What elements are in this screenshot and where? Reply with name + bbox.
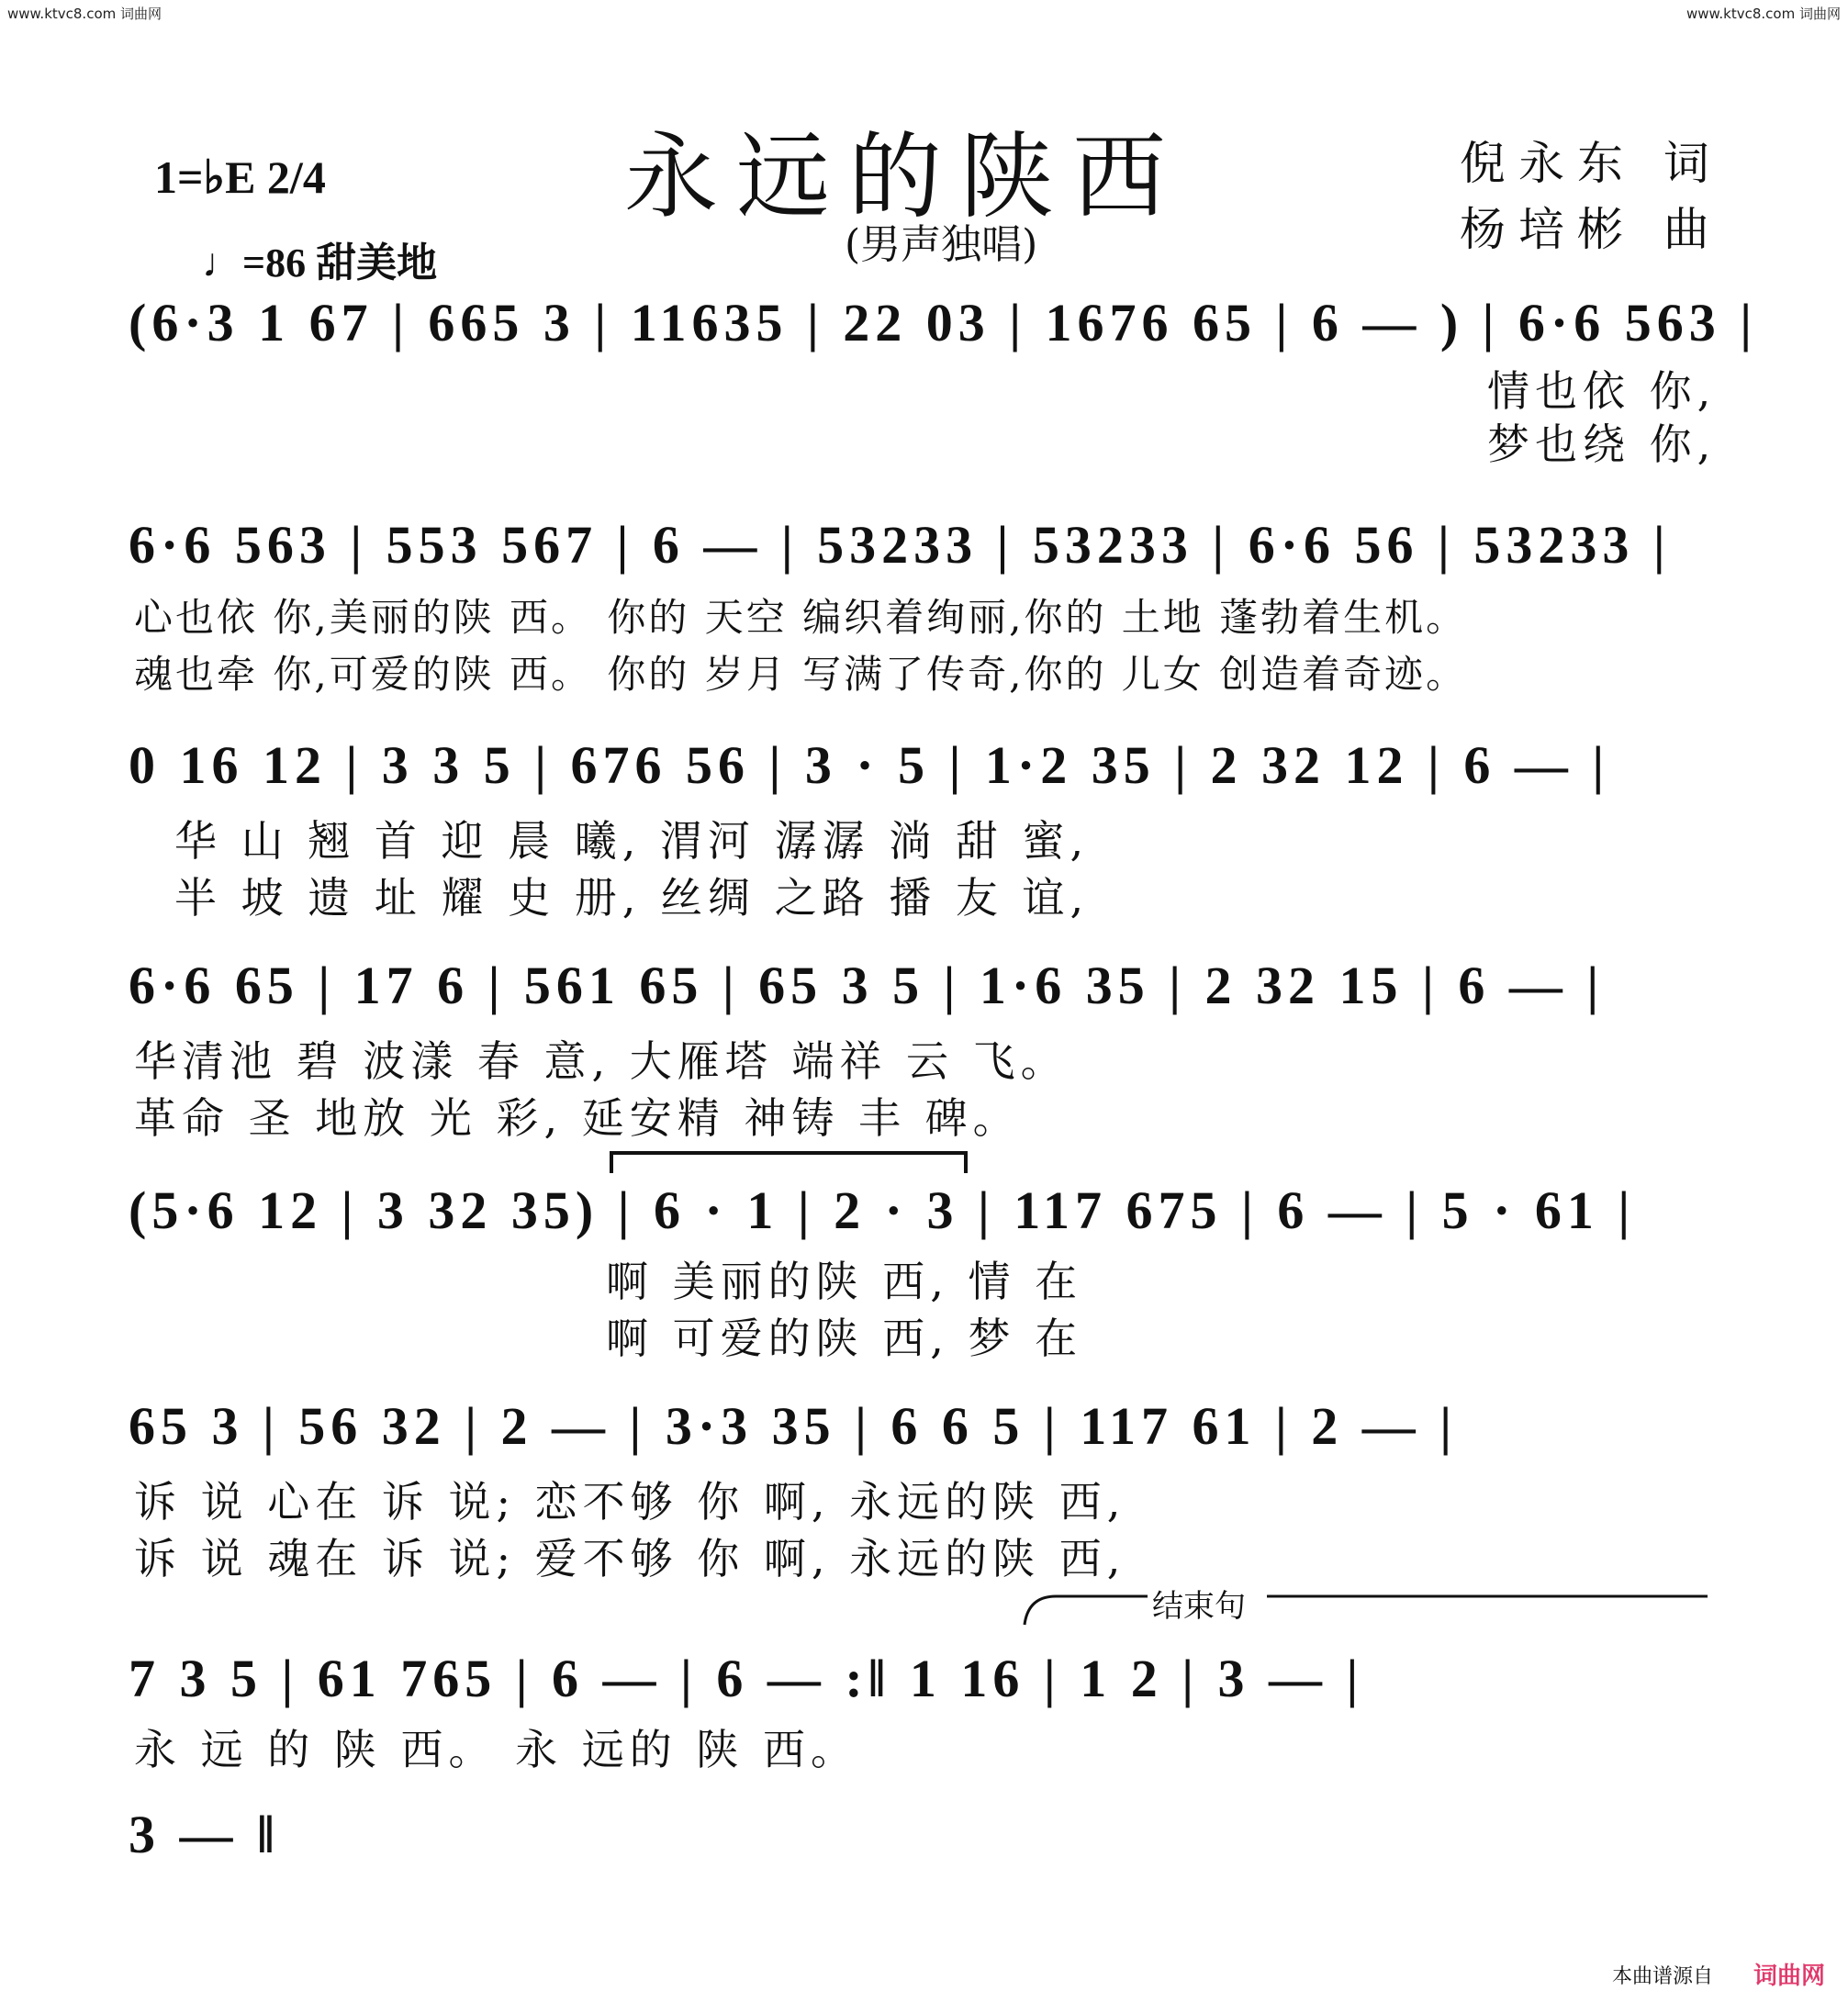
footer-logo[interactable]: 词曲网 [1753,1963,1826,1990]
key-signature: 1=♭E 2/4 [154,151,326,203]
notation-row-5: (5·6 12 | 3 32 35) | 6 · 1 | 2 · 3 | 117 675 | 6 — | 5 · 61 | [129,1180,1636,1240]
lyricist-credit: 倪永东 词 [1460,137,1722,190]
song-title: 永远的陕西 [624,123,1184,232]
lyric-row-2-verse-1: 心也依 你,美丽的陕 西。 你的 天空 编织着绚丽,你的 土地 蓬勃着生机。 [134,595,1468,640]
notation-row-7: 7 3 5 | 61 765 | 6 — | 6 — :‖ 1 16 | 1 2 | 3 — | [129,1649,1364,1708]
lyric-row-1-verse-1: 情也依 你, [1487,366,1717,416]
song-subtitle: (男声独唱) [845,221,1038,268]
notation-row-6: 65 3 | 56 32 | 2 — | 3·3 35 | 6 6 5 | 117 61 | 2 — | [129,1396,1458,1456]
slur-row-5 [606,1146,973,1182]
lyric-row-4-verse-1: 华清池 碧 波漾 春 意, 大雁塔 端祥 云 飞。 [134,1036,1069,1086]
lyric-row-1-verse-2: 梦也绕 你, [1487,419,1717,469]
tempo-marking: ♩=86 甜美地 [202,240,438,285]
lyric-row-6-verse-2: 诉 说 魂在 诉 说; 爱不够 你 啊, 永远的陕 西, [134,1534,1126,1583]
notation-row-1: (6·3 1 67 | 665 3 | 11635 | 22 03 | 1676 65 | 6 — ) | 6·6 563 | [129,293,1758,352]
notation-row-4: 6·6 65 | 17 6 | 561 65 | 65 3 5 | 1·6 35 | 2 32 15 | 6 — | [129,956,1605,1015]
ending-marker: 结束句 [1152,1588,1246,1625]
composer-credit: 杨培彬 曲 [1460,203,1722,256]
lyric-row-3-verse-2: 半 坡 遗 址 耀 史 册, 丝绸 之路 播 友 谊, [174,873,1090,923]
site-watermark-right: www.ktvc8.com 词曲网 [1686,6,1841,22]
lyric-row-4-verse-2: 革命 圣 地放 光 彩, 延安精 神铸 丰 碑。 [134,1093,1021,1143]
lyric-row-5-verse-2: 啊 可爱的陕 西, 梦 在 [606,1314,1083,1363]
lyric-row-7-verse-1: 永 远 的 陕 西。 永 远的 陕 西。 [134,1725,858,1774]
lyric-row-6-verse-1: 诉 说 心在 诉 说; 恋不够 你 啊, 永远的陕 西, [134,1477,1126,1527]
footer-source: 本曲谱源自 [1612,1965,1714,1988]
lyric-row-3-verse-1: 华 山 翘 首 迎 晨 曦, 渭河 潺潺 淌 甜 蜜, [174,816,1090,866]
notation-row-8: 3 — ‖ [129,1805,280,1864]
lyric-row-2-verse-2: 魂也牵 你,可爱的陕 西。 你的 岁月 写满了传奇,你的 儿女 创造着奇迹。 [134,652,1468,697]
site-watermark-left: www.ktvc8.com 词曲网 [7,6,162,22]
lyric-row-5-verse-1: 啊 美丽的陕 西, 情 在 [606,1257,1083,1306]
ending-bracket [1019,1583,1717,1629]
notation-row-2: 6·6 563 | 553 567 | 6 — | 53233 | 53233 | 6·6 56 | 53233 | [129,515,1671,575]
notation-row-3: 0 16 12 | 3 3 5 | 676 56 | 3 · 5 | 1·2 35 | 2 32 12 | 6 — | [129,735,1610,795]
